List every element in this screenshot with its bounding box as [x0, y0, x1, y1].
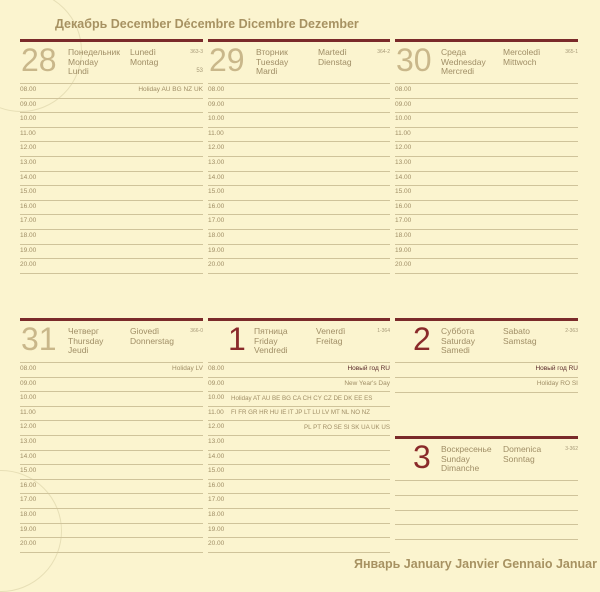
hour-label: 14.00 [20, 452, 37, 460]
hour-line [395, 141, 578, 142]
holiday-note: Holiday RO SI [536, 380, 578, 387]
hour-line [20, 479, 203, 480]
hour-line [208, 537, 390, 538]
hour-line [20, 406, 203, 407]
hour-line [208, 377, 390, 378]
hour-label: 16.00 [20, 202, 37, 210]
hour-line [20, 508, 203, 509]
day-of-year: 3-362 [565, 446, 578, 452]
hour-line [395, 185, 578, 186]
hour-line [20, 258, 203, 259]
hour-label: 14.00 [20, 173, 37, 181]
weekday-names-it-de: Venerdì Freitag [316, 326, 346, 346]
weekday-names-it-de: Domenica Sonntag [503, 444, 542, 464]
weekday-names-ru-en-fr: Вторник Tuesday Mardi [256, 47, 289, 76]
january-title: Январь January Janvier Gennaio Januar [354, 557, 597, 571]
hour-label: 09.00 [395, 100, 412, 108]
day-of-year: 364-2 [377, 49, 390, 55]
hour-line [208, 229, 390, 230]
hour-line [208, 508, 390, 509]
weekday-names-it-de: Sabato Samstag [503, 326, 537, 346]
header-divider [395, 362, 578, 363]
hour-line [208, 185, 390, 186]
hour-label: 17.00 [208, 217, 225, 225]
weekday-names-it-de: Giovedì Donnerstag [130, 326, 174, 346]
hour-label: 11.00 [208, 129, 224, 137]
hour-label: 15.00 [208, 467, 225, 475]
day-jan-1[interactable] [208, 318, 390, 558]
holiday-countries-2: FI FR GR HR HU IE IT JP LT LU LV MT NL NO NZ [231, 409, 371, 416]
weekday-names-it-de: Mercoledì Mittwoch [503, 47, 541, 67]
hour-label: 09.00 [208, 100, 225, 108]
hour-line [208, 244, 390, 245]
line [395, 495, 578, 496]
hour-line [208, 171, 390, 172]
hour-line [20, 273, 203, 274]
hour-line [20, 127, 203, 128]
line [395, 524, 578, 525]
hour-label: 19.00 [20, 525, 37, 533]
hour-label: 18.00 [208, 232, 225, 239]
hour-label: 16.00 [208, 481, 225, 489]
hour-line [20, 435, 203, 436]
hour-line [208, 391, 390, 392]
hour-label: 20.00 [395, 261, 412, 269]
holiday-note-en: New Year's Day [344, 380, 390, 387]
hour-label: 18.00 [208, 511, 225, 518]
hour-label: 19.00 [208, 246, 225, 254]
hour-label: 13.00 [208, 159, 225, 166]
hour-line [20, 420, 203, 421]
hour-label: 18.00 [20, 232, 37, 239]
week-number: 53 [196, 68, 203, 74]
hour-line [208, 435, 390, 436]
header-divider [395, 480, 578, 481]
hour-line [20, 214, 203, 215]
holiday-countries-1: Holiday AT AU BE BG CA CH CY CZ DE DK EE ES [231, 395, 373, 402]
hour-label: 15.00 [20, 467, 37, 475]
hour-label: 17.00 [20, 496, 37, 504]
hour-label: 14.00 [208, 452, 225, 460]
day-dec-31[interactable] [20, 318, 203, 558]
hour-line [395, 214, 578, 215]
hour-label: 16.00 [20, 481, 37, 489]
hour-label: 13.00 [208, 438, 225, 445]
hour-line [20, 171, 203, 172]
hour-label: 13.00 [20, 438, 37, 445]
hour-line [208, 258, 390, 259]
hour-label: 10.00 [208, 394, 225, 402]
hour-line [208, 200, 390, 201]
hour-line [208, 450, 390, 451]
hour-line [395, 200, 578, 201]
hour-label: 19.00 [395, 246, 412, 254]
hour-line [208, 420, 390, 421]
day-of-year: 1-364 [377, 328, 390, 334]
weekday-names-ru-en-fr: Суббота Saturday Samedi [441, 326, 476, 355]
hour-line [20, 156, 203, 157]
hour-label: 18.00 [395, 232, 412, 239]
day-number: 1 [228, 321, 246, 357]
line [395, 510, 578, 511]
hour-label: 10.00 [20, 115, 37, 123]
hour-line [208, 141, 390, 142]
hour-line [20, 244, 203, 245]
hour-label: 17.00 [20, 217, 37, 225]
hour-label: 14.00 [208, 173, 225, 181]
holiday-note-ru: Новый год RU [347, 365, 390, 372]
hour-label: 20.00 [20, 261, 37, 269]
december-title: Декабрь December Décembre Dicembre Dezember [55, 17, 359, 31]
hour-label: 12.00 [208, 423, 225, 431]
hour-label: 19.00 [20, 246, 37, 254]
hour-label: 08.00 [395, 86, 412, 93]
hour-line [20, 185, 203, 186]
hour-label: 14.00 [395, 173, 412, 181]
hour-line [208, 98, 390, 99]
holiday-note: Holiday LV [172, 365, 203, 372]
weekday-names-it-de: Lunedì Montag [130, 47, 159, 67]
holiday-note: Holiday AU BG NZ UK [138, 86, 203, 93]
hour-line [20, 537, 203, 538]
hour-line [208, 112, 390, 113]
hour-label: 12.00 [208, 144, 225, 152]
day-of-year: 365-1 [565, 49, 578, 55]
hour-label: 09.00 [20, 379, 37, 387]
hour-label: 20.00 [208, 540, 225, 548]
weekday-names-ru-en-fr: Понедельник Monday Lundi [68, 47, 121, 76]
hour-label: 09.00 [208, 379, 225, 387]
hour-label: 12.00 [395, 144, 412, 152]
hour-label: 10.00 [395, 115, 412, 123]
hour-label: 15.00 [20, 188, 37, 196]
hour-label: 10.00 [20, 394, 37, 402]
hour-label: 15.00 [395, 188, 412, 196]
day-jan-3[interactable] [395, 436, 578, 558]
hour-line [20, 200, 203, 201]
hour-line [208, 464, 390, 465]
day-number: 2 [413, 321, 431, 357]
hour-line [395, 112, 578, 113]
hour-label: 11.00 [20, 129, 36, 137]
weekday-names-ru-en-fr: Воскресенье Sunday Dimanche [441, 444, 492, 473]
hour-label: 08.00 [208, 365, 225, 372]
hour-line [395, 98, 578, 99]
day-number: 31 [21, 321, 57, 357]
hour-line [208, 214, 390, 215]
header-divider [208, 362, 390, 363]
hour-line [208, 127, 390, 128]
weekday-names-it-de: Martedì Dienstag [318, 47, 352, 67]
hour-label: 13.00 [20, 159, 37, 166]
hour-label: 08.00 [208, 86, 225, 93]
hour-label: 08.00 [20, 365, 37, 372]
day-number: 28 [21, 42, 57, 78]
hour-line [20, 450, 203, 451]
hour-line [395, 171, 578, 172]
hour-line [208, 406, 390, 407]
line [395, 539, 578, 540]
header-divider [395, 83, 578, 84]
hour-line [20, 523, 203, 524]
hour-label: 17.00 [208, 496, 225, 504]
hour-label: 16.00 [395, 202, 412, 210]
hour-line [395, 156, 578, 157]
hour-label: 08.00 [20, 86, 37, 93]
day-of-year: 366-0 [190, 328, 203, 334]
hour-line [395, 229, 578, 230]
line [395, 377, 578, 378]
hour-label: 13.00 [395, 159, 412, 166]
hour-line [395, 273, 578, 274]
day-dec-29[interactable] [208, 39, 390, 279]
weekday-names-ru-en-fr: Четверг Thursday Jeudi [68, 326, 104, 355]
hour-line [20, 377, 203, 378]
holiday-countries-3: PL PT RO SE SI SK UA UK US [304, 424, 390, 431]
header-divider [20, 83, 203, 84]
hour-label: 15.00 [208, 188, 225, 196]
hour-line [20, 112, 203, 113]
hour-line [20, 464, 203, 465]
line [395, 392, 578, 393]
hour-line [395, 127, 578, 128]
hour-label: 20.00 [208, 261, 225, 269]
hour-line [20, 229, 203, 230]
header-divider [208, 83, 390, 84]
day-of-year: 2-363 [565, 328, 578, 334]
day-jan-2[interactable] [395, 318, 578, 398]
hour-label: 19.00 [208, 525, 225, 533]
hour-label: 10.00 [208, 115, 225, 123]
hour-label: 12.00 [20, 144, 37, 152]
weekday-names-ru-en-fr: Среда Wednesday Mercredi [441, 47, 486, 76]
hour-label: 18.00 [20, 511, 37, 518]
day-dec-30[interactable] [395, 39, 578, 279]
day-dec-28[interactable] [20, 39, 203, 279]
hour-label: 11.00 [208, 408, 224, 416]
hour-line [20, 391, 203, 392]
hour-line [20, 493, 203, 494]
hour-label: 09.00 [20, 100, 37, 108]
hour-line [395, 258, 578, 259]
hour-label: 16.00 [208, 202, 225, 210]
hour-label: 20.00 [20, 540, 37, 548]
day-number: 30 [396, 42, 432, 78]
hour-label: 11.00 [395, 129, 411, 137]
hour-line [208, 273, 390, 274]
day-number: 3 [413, 439, 431, 475]
hour-line [20, 98, 203, 99]
day-of-year: 363-3 [190, 49, 203, 55]
hour-label: 12.00 [20, 423, 37, 431]
hour-line [208, 523, 390, 524]
hour-label: 11.00 [20, 408, 36, 416]
hour-line [208, 493, 390, 494]
header-divider [20, 362, 203, 363]
hour-line [208, 156, 390, 157]
hour-label: 17.00 [395, 217, 412, 225]
hour-line [208, 552, 390, 553]
weekday-names-ru-en-fr: Пятница Friday Vendredi [254, 326, 288, 355]
day-number: 29 [209, 42, 245, 78]
hour-line [20, 141, 203, 142]
hour-line [208, 479, 390, 480]
hour-line [20, 552, 203, 553]
hour-line [395, 244, 578, 245]
holiday-note-ru: Новый год RU [535, 365, 578, 372]
